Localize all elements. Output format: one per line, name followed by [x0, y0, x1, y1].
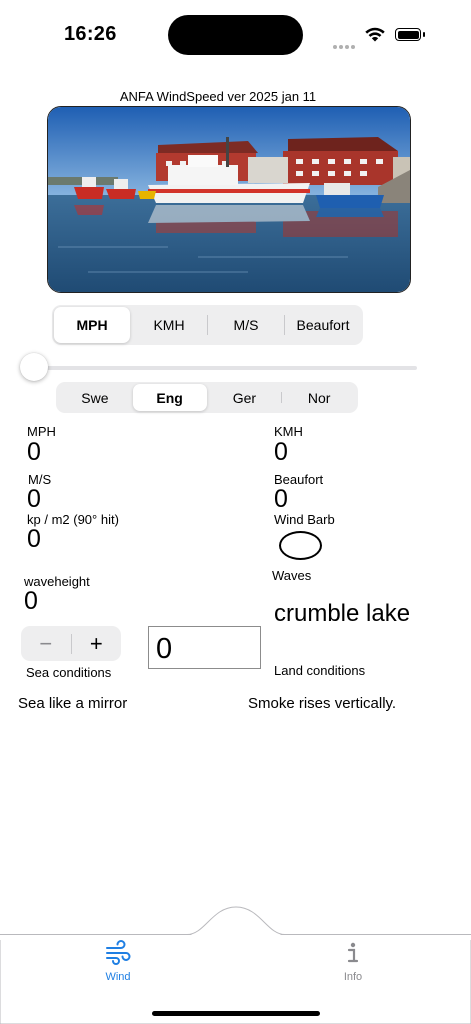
language-option-ger[interactable]: Ger: [232, 389, 257, 406]
mph-value: 0: [27, 438, 41, 466]
beaufort-label: Beaufort: [274, 472, 324, 487]
waves-value: crumble lake: [274, 600, 411, 627]
decrement-button[interactable]: −: [39, 631, 53, 656]
home-indicator: [152, 1011, 320, 1016]
unit-option-mph[interactable]: MPH: [54, 307, 130, 343]
unit-option-beaufort[interactable]: Beaufort: [296, 317, 350, 333]
speed-slider-track[interactable]: [34, 366, 417, 370]
waveheight-label: waveheight: [24, 574, 90, 589]
tab-wind-label: Wind: [105, 971, 131, 983]
sea-conditions-label: Sea conditions: [26, 665, 112, 680]
app-title: ANFA WindSpeed ver 2025 jan 11: [119, 89, 317, 104]
signal-dots-icon: [333, 36, 357, 54]
speed-slider-thumb[interactable]: [20, 353, 48, 381]
harbor-photo: [47, 106, 411, 293]
language-option-nor[interactable]: Nor: [307, 389, 331, 406]
language-option-swe[interactable]: Swe: [81, 389, 109, 406]
increment-button[interactable]: +: [89, 631, 103, 656]
pressure-value: 0: [27, 525, 41, 553]
kmh-label: KMH: [274, 424, 303, 439]
wind-icon: [104, 940, 132, 966]
unit-option-kmh[interactable]: KMH: [153, 317, 185, 333]
pressure-label: kp / m2 (90° hit): [27, 512, 119, 527]
tab-bar-hump: [0, 900, 471, 940]
sea-conditions-text: Sea like a mirror: [18, 695, 128, 712]
language-selector: [56, 382, 358, 413]
land-conditions-text: Smoke rises vertically.: [248, 695, 397, 712]
language-option-eng[interactable]: Eng: [133, 384, 207, 411]
waves-label: Waves: [272, 568, 312, 583]
waveheight-value: 0: [24, 587, 38, 615]
tab-info-label: Info: [343, 971, 363, 983]
wind-barb-label: Wind Barb: [274, 512, 335, 527]
unit-option-ms[interactable]: M/S: [233, 317, 259, 333]
sea-stepper: [21, 626, 121, 661]
info-icon: [343, 940, 363, 966]
kmh-value: 0: [274, 438, 288, 466]
wind-barb-icon: [279, 531, 322, 560]
battery-icon: [395, 28, 421, 41]
status-time: 16:26: [64, 23, 117, 45]
mph-label: MPH: [27, 424, 56, 439]
battery-tip: [423, 32, 425, 37]
ms-label: M/S: [28, 472, 52, 487]
beaufort-value: 0: [274, 485, 288, 513]
unit-selector: [52, 305, 363, 345]
dynamic-island: [168, 15, 303, 55]
wifi-icon: [364, 26, 386, 42]
land-conditions-label: Land conditions: [274, 663, 366, 678]
value-input[interactable]: 0: [148, 626, 261, 669]
ms-value: 0: [27, 485, 41, 513]
tab-info[interactable]: [330, 940, 376, 983]
tab-wind[interactable]: [95, 940, 141, 983]
